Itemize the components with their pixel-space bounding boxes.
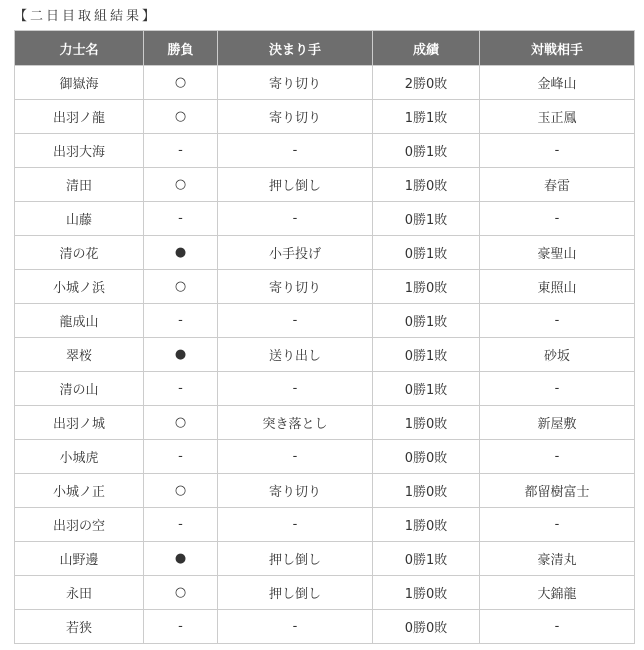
record-cell: 1勝0敗 [373,576,480,610]
wrestler-name-cell: 龍成山 [15,304,144,338]
result-cell: ○ [144,474,218,508]
header-opponent: 対戦相手 [480,31,635,66]
wrestler-name-cell: 翠桜 [15,338,144,372]
wrestler-name-cell: 清田 [15,168,144,202]
wrestler-name-cell: 山野邊 [15,542,144,576]
table-row [15,440,635,474]
kimarite-cell: 押し倒し [218,576,373,610]
kimarite-cell: 送り出し [218,338,373,372]
result-cell: ○ [144,66,218,100]
opponent-cell: 砂坂 [480,338,635,372]
result-cell: ○ [144,168,218,202]
result-cell: - [144,508,218,542]
record-cell: 1勝0敗 [373,508,480,542]
kimarite-cell: 小手投げ [218,236,373,270]
wrestler-name-cell: 小城虎 [15,440,144,474]
table-row [15,610,635,644]
kimarite-cell: - [218,440,373,474]
table-row [15,168,635,202]
record-cell: 0勝1敗 [373,236,480,270]
result-cell: ○ [144,100,218,134]
wrestler-name-cell: 清の花 [15,236,144,270]
record-cell: 0勝1敗 [373,338,480,372]
kimarite-cell: 押し倒し [218,168,373,202]
record-cell: 0勝0敗 [373,610,480,644]
header-wrestler-name: 力士名 [15,31,144,66]
opponent-cell: - [480,508,635,542]
result-cell: ○ [144,576,218,610]
opponent-cell: - [480,202,635,236]
table-row [15,134,635,168]
header-row [15,31,635,66]
wrestler-name-cell: 清の山 [15,372,144,406]
table-row [15,542,635,576]
table-row [15,236,635,270]
opponent-cell: - [480,134,635,168]
table-row [15,406,635,440]
opponent-cell: - [480,610,635,644]
kimarite-cell: 寄り切り [218,100,373,134]
result-cell: - [144,440,218,474]
record-cell: 0勝1敗 [373,202,480,236]
wrestler-name-cell: 小城ノ浜 [15,270,144,304]
opponent-cell: - [480,372,635,406]
opponent-cell: 玉正鳳 [480,100,635,134]
result-cell: ○ [144,270,218,304]
table-row [15,270,635,304]
opponent-cell: - [480,440,635,474]
table-row [15,202,635,236]
kimarite-cell: 押し倒し [218,542,373,576]
opponent-cell: 都留樹富士 [480,474,635,508]
kimarite-cell: - [218,508,373,542]
result-cell: - [144,134,218,168]
wrestler-name-cell: 永田 [15,576,144,610]
table-row [15,100,635,134]
kimarite-cell: - [218,304,373,338]
kimarite-cell: 寄り切り [218,66,373,100]
table-row [15,338,635,372]
opponent-cell: - [480,304,635,338]
table-body [15,66,635,644]
table-row [15,304,635,338]
wrestler-name-cell: 出羽ノ龍 [15,100,144,134]
table-row [15,576,635,610]
record-cell: 1勝0敗 [373,474,480,508]
kimarite-cell: - [218,134,373,168]
result-cell: - [144,304,218,338]
table-header [15,31,635,66]
table-row [15,508,635,542]
table-row [15,66,635,100]
kimarite-cell: 寄り切り [218,270,373,304]
wrestler-name-cell: 山藤 [15,202,144,236]
wrestler-name-cell: 出羽ノ城 [15,406,144,440]
opponent-cell: 春雷 [480,168,635,202]
table-row [15,372,635,406]
record-cell: 0勝1敗 [373,542,480,576]
record-cell: 0勝1敗 [373,372,480,406]
opponent-cell: 豪聖山 [480,236,635,270]
record-cell: 2勝0敗 [373,66,480,100]
kimarite-cell: - [218,202,373,236]
kimarite-cell: 寄り切り [218,474,373,508]
opponent-cell: 豪清丸 [480,542,635,576]
opponent-cell: 大錦龍 [480,576,635,610]
result-cell: - [144,610,218,644]
opponent-cell: 新屋敷 [480,406,635,440]
result-cell: ● [144,236,218,270]
wrestler-name-cell: 若狭 [15,610,144,644]
result-cell: ● [144,542,218,576]
wrestler-name-cell: 御嶽海 [15,66,144,100]
wrestler-name-cell: 出羽の空 [15,508,144,542]
wrestler-name-cell: 小城ノ正 [15,474,144,508]
opponent-cell: 金峰山 [480,66,635,100]
header-kimarite: 決まり手 [218,31,373,66]
record-cell: 0勝1敗 [373,304,480,338]
table-caption: 【二日目取組結果】 [14,9,159,24]
results-table [14,30,635,644]
table-row [15,474,635,508]
record-cell: 0勝1敗 [373,134,480,168]
wrestler-name-cell: 出羽大海 [15,134,144,168]
result-cell: - [144,372,218,406]
result-cell: ○ [144,406,218,440]
kimarite-cell: - [218,372,373,406]
header-record: 成績 [373,31,480,66]
opponent-cell: 東照山 [480,270,635,304]
header-result: 勝負 [144,31,218,66]
record-cell: 0勝0敗 [373,440,480,474]
kimarite-cell: - [218,610,373,644]
result-cell: ● [144,338,218,372]
kimarite-cell: 突き落とし [218,406,373,440]
result-cell: - [144,202,218,236]
record-cell: 1勝0敗 [373,406,480,440]
record-cell: 1勝0敗 [373,270,480,304]
record-cell: 1勝0敗 [373,168,480,202]
record-cell: 1勝1敗 [373,100,480,134]
